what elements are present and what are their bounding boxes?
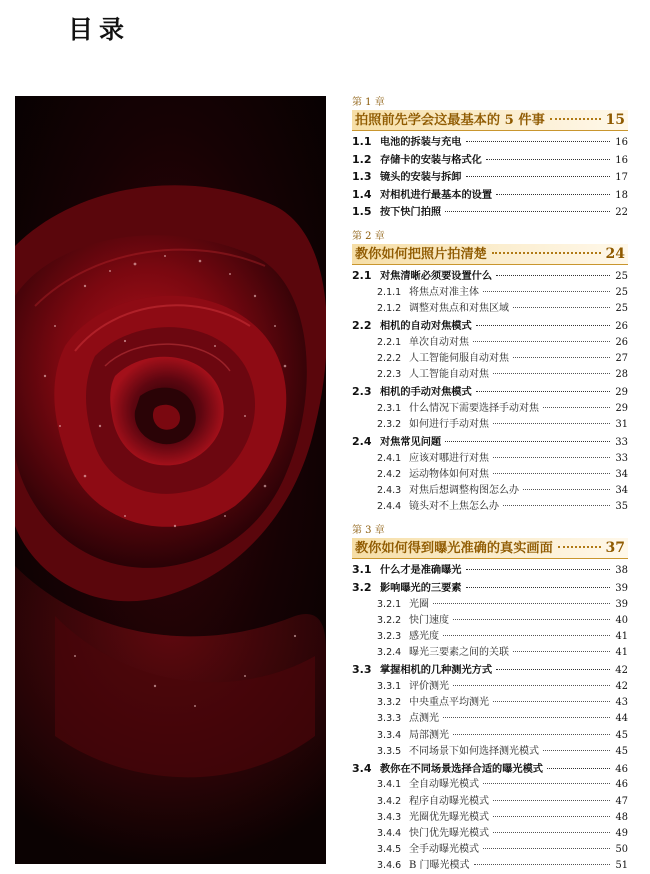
entry-title: 对焦清晰必须要设置什么: [380, 269, 493, 282]
entry-page-number: 28: [615, 368, 628, 380]
entry-number: 1.2: [352, 152, 372, 166]
leader-dots: [453, 734, 610, 735]
entry-number: 3.4.1: [377, 779, 402, 791]
toc-section-entry[interactable]: [352, 317, 628, 335]
leader-dots: [483, 848, 610, 849]
leader-dots: [493, 701, 610, 702]
leader-dots: [492, 252, 601, 254]
leader-dots: [476, 325, 610, 326]
toc-subsection-entry[interactable]: [352, 711, 628, 727]
chapter-label: 第 1 章: [352, 97, 385, 108]
leader-dots: [445, 441, 610, 442]
chapter-label: 第 3 章: [352, 525, 385, 537]
chapter-title[interactable]: [352, 538, 628, 559]
toc-subsection-entry[interactable]: [352, 367, 628, 383]
rose-photo: [15, 96, 326, 864]
entry-title: 如何进行手动对焦: [409, 418, 489, 430]
entry-page-number: 45: [615, 745, 628, 757]
entry-page-number: 46: [615, 779, 628, 791]
leader-dots: [433, 603, 610, 604]
toc-subsection-entry[interactable]: [352, 794, 628, 810]
chapter-page-number: 24: [605, 245, 625, 262]
leader-dots: [466, 587, 611, 588]
toc-subsection-entry[interactable]: [352, 858, 628, 874]
entry-title: 镜头的安装与拆卸: [380, 171, 462, 184]
entry-number: 1.1: [352, 135, 372, 148]
toc-section-entry[interactable]: [352, 383, 628, 401]
entry-title: 人工智能自动对焦: [409, 368, 489, 380]
entry-number: 3.3: [352, 663, 372, 677]
entry-page-number: 39: [615, 598, 628, 610]
toc-subsection-entry[interactable]: [352, 301, 628, 317]
entry-title: 单次自动对焦: [409, 336, 469, 348]
leader-dots: [513, 357, 610, 358]
leader-dots: [493, 473, 610, 474]
entry-page-number: 33: [615, 437, 628, 449]
entry-page-number: 45: [615, 729, 628, 741]
entry-page-number: 29: [615, 387, 628, 399]
entry-page-number: 18: [615, 189, 628, 201]
entry-page-number: 25: [615, 270, 628, 282]
entry-number: 3.4: [352, 761, 372, 775]
entry-page-number: 16: [615, 154, 628, 166]
entry-title: 对焦常见问题: [380, 436, 442, 449]
entry-page-number: 44: [615, 713, 628, 725]
chapter-title-text: 拍照前先学会这最基本的 5 件事: [355, 113, 545, 128]
entry-title: 镜头对不上焦怎么办: [409, 501, 499, 513]
entry-page-number: 38: [615, 565, 628, 577]
entry-title: 教你在不同场景选择合适的曝光模式: [380, 762, 543, 775]
entry-number: 2.3: [352, 385, 372, 399]
toc-section-entry[interactable]: [352, 661, 628, 679]
entry-number: 2.4.4: [377, 501, 402, 513]
leader-dots: [550, 118, 601, 120]
entry-number: 1.3: [352, 170, 372, 184]
entry-title: 光圈优先曝光模式: [409, 811, 489, 823]
chapter-title-text: 教你如何得到曝光准确的真实画面: [355, 541, 553, 557]
entry-page-number: 31: [615, 418, 628, 430]
entry-title: 调整对焦点和对焦区域: [409, 302, 509, 314]
toc-subsection-entry[interactable]: [352, 351, 628, 367]
entry-page-number: 47: [615, 795, 628, 807]
entry-title: 不同场景下如何选择测光模式: [409, 745, 539, 757]
entry-title: 光圈: [409, 598, 429, 610]
entry-number: 3.2.2: [377, 614, 402, 626]
table-of-contents: [352, 96, 628, 874]
leader-dots: [473, 341, 610, 342]
entry-page-number: 39: [615, 583, 628, 594]
page-title: 目录: [68, 15, 131, 44]
entry-number: 3.1: [352, 563, 372, 577]
leader-dots: [466, 569, 611, 570]
entry-number: 3.2.3: [377, 630, 402, 642]
toc-section-entry[interactable]: [352, 203, 628, 221]
toc-subsection-entry[interactable]: [352, 499, 628, 515]
entry-number: 2.4.1: [377, 452, 402, 464]
entry-title: 相机的自动对焦模式: [380, 319, 472, 332]
chapter-block: [352, 230, 628, 515]
entry-page-number: 29: [615, 402, 628, 414]
entry-number: 3.2.4: [377, 647, 402, 659]
entry-page-number: 48: [615, 811, 628, 823]
entry-number: 3.2: [352, 581, 372, 594]
leader-dots: [493, 832, 610, 833]
entry-number: 2.4: [352, 435, 372, 449]
leader-dots: [474, 864, 610, 865]
entry-page-number: 46: [615, 763, 628, 775]
leader-dots: [523, 489, 610, 490]
entry-number: 2.1: [352, 268, 372, 282]
leader-dots: [453, 685, 610, 686]
entry-title: 全手动曝光模式: [409, 844, 479, 856]
entry-number: 2.2.3: [377, 368, 402, 380]
entry-number: 3.2.1: [377, 598, 402, 610]
toc-section-entry[interactable]: [352, 133, 628, 151]
entry-number: 3.4.6: [377, 860, 402, 872]
entry-title: 快门优先曝光模式: [409, 828, 489, 840]
toc-subsection-entry[interactable]: [352, 695, 628, 711]
entry-page-number: 27: [615, 352, 628, 364]
toc-section-entry[interactable]: [352, 168, 628, 186]
toc-subsection-entry[interactable]: [352, 335, 628, 351]
entry-number: 3.3.3: [377, 713, 402, 725]
entry-page-number: 25: [615, 286, 628, 298]
entry-number: 3.4.2: [377, 795, 402, 807]
entry-title: 评价测光: [409, 680, 449, 692]
entry-title: 全自动曝光模式: [409, 779, 479, 791]
leader-dots: [513, 307, 610, 308]
entry-title: 程序自动曝光模式: [409, 795, 489, 807]
leader-dots: [543, 407, 610, 408]
toc-subsection-entry[interactable]: [352, 842, 628, 858]
toc-subsection-entry[interactable]: [352, 285, 628, 301]
entry-number: 3.4.3: [377, 811, 402, 823]
entry-title: 按下快门拍照: [380, 206, 442, 219]
leader-dots: [496, 194, 610, 195]
toc-subsection-entry[interactable]: [352, 483, 628, 499]
entry-page-number: 41: [615, 647, 628, 659]
toc-subsection-entry[interactable]: [352, 613, 628, 629]
entry-title: 什么情况下需要选择手动对焦: [409, 402, 539, 414]
toc-subsection-entry[interactable]: [352, 728, 628, 744]
entry-title: 人工智能伺服自动对焦: [409, 352, 509, 364]
entry-number: 1.5: [352, 205, 372, 219]
leader-dots: [493, 457, 610, 458]
entry-number: 3.4.5: [377, 844, 402, 856]
chapter-title[interactable]: [352, 244, 628, 265]
entry-title: 对相机进行最基本的设置: [380, 188, 493, 201]
entry-page-number: 25: [615, 302, 628, 314]
entry-number: 1.4: [352, 187, 372, 201]
toc-subsection-entry[interactable]: [352, 679, 628, 695]
entry-page-number: 35: [615, 501, 628, 513]
toc-subsection-entry[interactable]: [352, 744, 628, 760]
leader-dots: [547, 768, 610, 769]
entry-page-number: 40: [615, 614, 628, 626]
toc-section-entry[interactable]: [352, 186, 628, 204]
entry-title: 中央重点平均测光: [409, 697, 489, 709]
leader-dots: [476, 391, 610, 392]
entry-title: 局部测光: [409, 729, 449, 741]
toc-subsection-entry[interactable]: [352, 777, 628, 793]
entry-page-number: 26: [615, 320, 628, 332]
toc-subsection-entry[interactable]: [352, 810, 628, 826]
leader-dots: [453, 619, 610, 620]
chapter-block: [352, 524, 628, 874]
entry-page-number: 22: [615, 207, 628, 219]
leader-dots: [445, 211, 610, 212]
leader-dots: [513, 651, 610, 652]
entry-number: 2.4.2: [377, 468, 402, 480]
leader-dots: [503, 505, 610, 506]
toc-subsection-entry[interactable]: [352, 417, 628, 433]
entry-title: 快门速度: [409, 614, 449, 626]
entry-page-number: 49: [615, 828, 628, 840]
entry-number: 2.3.2: [377, 418, 402, 430]
entry-number: 2.1.2: [377, 302, 402, 314]
toc-section-entry[interactable]: [352, 579, 628, 597]
leader-dots: [493, 373, 610, 374]
entry-page-number: 43: [615, 697, 628, 709]
entry-page-number: 41: [615, 630, 628, 642]
toc-subsection-entry[interactable]: [352, 629, 628, 645]
toc-subsection-entry[interactable]: [352, 645, 628, 661]
leader-dots: [493, 423, 610, 424]
leader-dots: [558, 546, 601, 548]
entry-page-number: 34: [615, 468, 628, 480]
leader-dots: [443, 717, 610, 718]
entry-page-number: 26: [615, 336, 628, 348]
chapter-page-number: 37: [605, 540, 625, 557]
entry-page-number: 42: [615, 680, 628, 692]
leader-dots: [493, 800, 610, 801]
entry-number: 3.3.1: [377, 680, 402, 692]
leader-dots: [496, 669, 610, 670]
leader-dots: [483, 783, 610, 784]
leader-dots: [466, 176, 611, 177]
toc-section-entry[interactable]: [352, 151, 628, 169]
toc-section-entry[interactable]: [352, 433, 628, 451]
leader-dots: [443, 635, 610, 636]
chapter-title[interactable]: [352, 110, 628, 131]
chapter-block: [352, 96, 628, 221]
entry-page-number: 34: [615, 485, 628, 497]
entry-page-number: 33: [615, 452, 628, 464]
entry-page-number: 16: [615, 137, 628, 148]
entry-title: B 门曝光模式: [409, 860, 470, 872]
entry-title: 存储卡的安装与格式化: [380, 153, 482, 166]
toc-subsection-entry[interactable]: [352, 451, 628, 467]
chapter-page-number: 15: [605, 112, 625, 128]
leader-dots: [493, 816, 610, 817]
leader-dots: [486, 159, 610, 160]
toc-subsection-entry[interactable]: [352, 467, 628, 483]
toc-subsection-entry[interactable]: [352, 826, 628, 842]
leader-dots: [543, 750, 610, 751]
toc-section-entry[interactable]: [352, 760, 628, 778]
entry-page-number: 17: [615, 172, 628, 184]
entry-number: 3.3.5: [377, 745, 402, 757]
leader-dots: [483, 291, 610, 292]
entry-number: 3.3.2: [377, 697, 402, 709]
entry-title: 应该对哪进行对焦: [409, 452, 489, 464]
leader-dots: [496, 275, 610, 276]
entry-number: 2.4.3: [377, 485, 402, 497]
entry-number: 2.2: [352, 318, 372, 332]
entry-title: 点测光: [409, 713, 439, 725]
entry-number: 3.3.4: [377, 729, 402, 741]
entry-title: 曝光三要素之间的关联: [409, 647, 509, 659]
toc-subsection-entry[interactable]: [352, 401, 628, 417]
entry-number: 2.2.2: [377, 352, 402, 364]
entry-title: 对焦后想调整构图怎么办: [409, 485, 519, 497]
entry-number: 2.1.1: [377, 286, 402, 298]
chapter-label: 第 2 章: [352, 230, 385, 242]
leader-dots: [466, 141, 611, 142]
entry-title: 电池的拆装与充电: [380, 136, 462, 148]
entry-title: 相机的手动对焦模式: [380, 386, 472, 399]
toc-section-entry[interactable]: [352, 267, 628, 285]
entry-page-number: 50: [615, 844, 628, 856]
entry-title: 将焦点对准主体: [409, 286, 479, 298]
entry-page-number: 42: [615, 665, 628, 677]
chapter-title-text: 教你如何把照片拍清楚: [355, 246, 487, 262]
entry-page-number: 51: [615, 860, 628, 872]
entry-title: 运动物体如何对焦: [409, 468, 489, 480]
entry-number: 2.2.1: [377, 336, 402, 348]
entry-title: 掌握相机的几种测光方式: [380, 664, 493, 677]
entry-number: 2.3.1: [377, 402, 402, 414]
toc-section-entry[interactable]: [352, 561, 628, 579]
entry-number: 3.4.4: [377, 828, 402, 840]
entry-title: 影响曝光的三要素: [380, 582, 462, 594]
entry-title: 感光度: [409, 630, 439, 642]
toc-subsection-entry[interactable]: [352, 597, 628, 613]
entry-title: 什么才是准确曝光: [380, 564, 462, 577]
